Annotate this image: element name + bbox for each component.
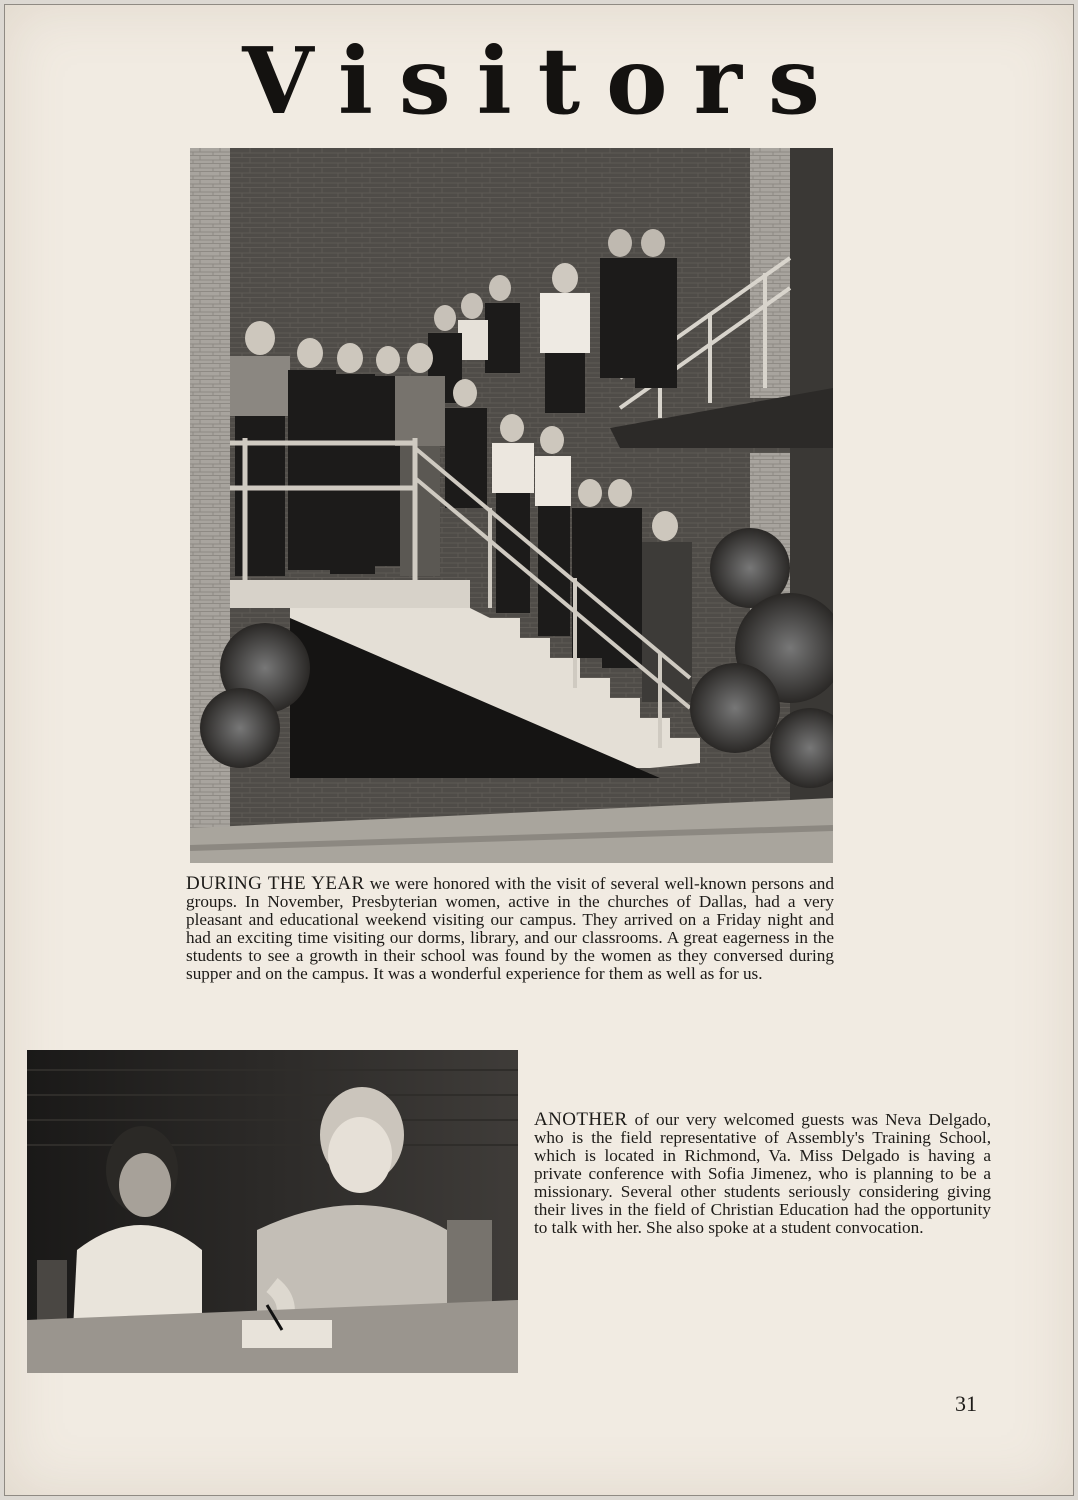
paragraph-body: of our very welcomed guests was Neva Delgado, who is the field representative of Assembly's Training School, which is located in Richmond, Va. Miss Delgado is having a private conference with Sofia Jimenez, who is planning to be a missionary. Several other students seriously considering giving their lives in the field of Christian Education had the opportunity to talk with her. She also spoke at a student convocation. [534,1110,991,1237]
staircase-photo-icon [190,148,833,863]
paragraph-guest-delgado [534,1111,991,1237]
conference-photo-icon [27,1050,518,1373]
page-title: Visitors [242,27,846,135]
group-on-staircase-photo [190,148,833,863]
two-women-at-table-photo [27,1050,518,1373]
paragraph-lead: ANOTHER [534,1109,628,1130]
paragraph-lead: DURING THE YEAR [186,873,365,894]
yearbook-page [4,4,1074,1496]
paragraph-staircase-visit [186,875,834,983]
page-number: 31 [955,1391,977,1416]
paragraph-body: we were honored with the visit of several well-known persons and groups. In November, Presbyterian women, active in the churches of Dallas, had a very pleasant and educational weekend visiting our campus. They arrived on a Friday night and had an exciting time visiting our dorms, library, and our classrooms. A great eagerness in the students to see a growth in their school was found by the women as they conversed during supper and on the campus. It was a wonderful experience for them as well as for us. [186,874,834,983]
